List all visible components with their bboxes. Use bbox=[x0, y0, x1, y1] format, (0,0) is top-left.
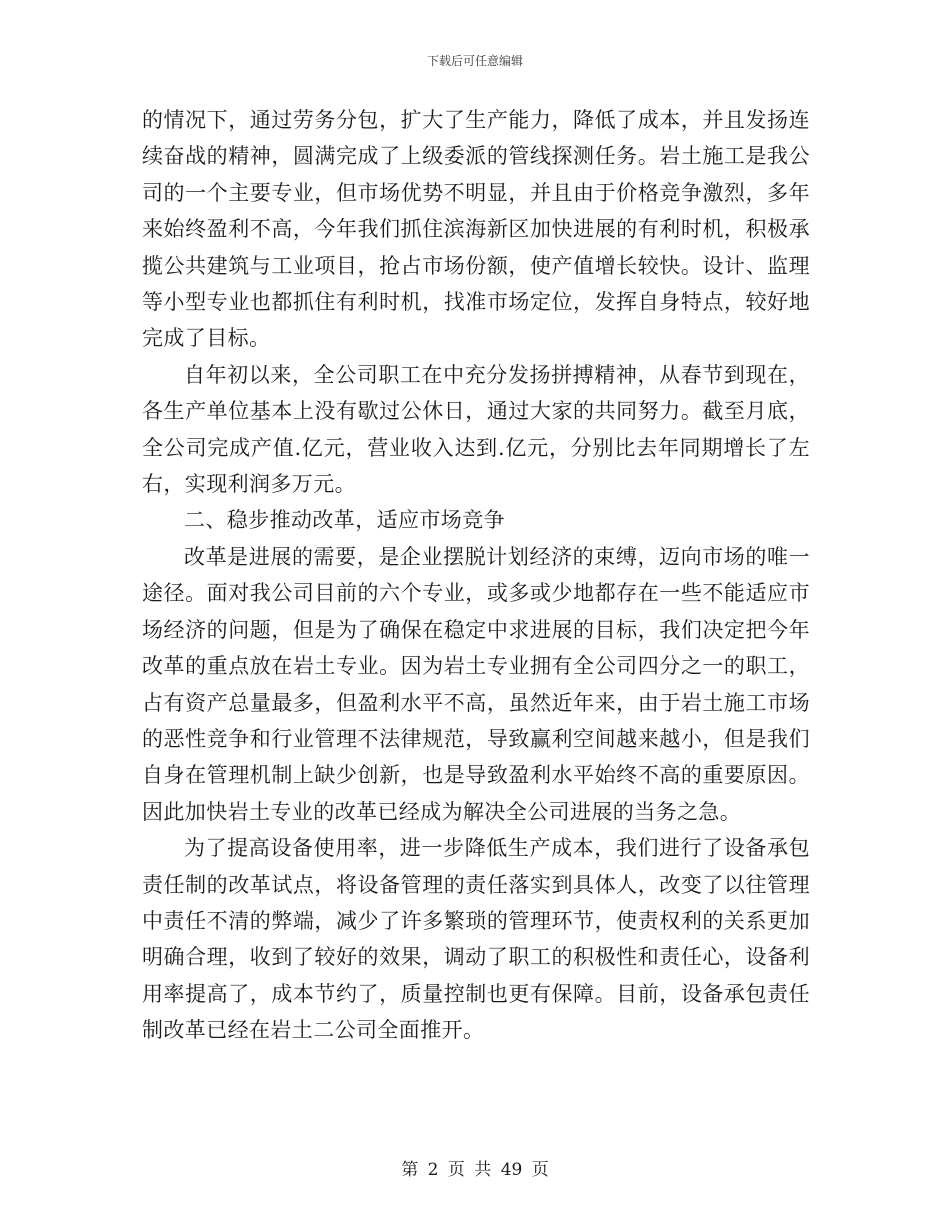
paragraph: 改革是进展的需要，是企业摆脱计划经济的束缚，迈向市场的唯一途径。面对我公司目前的六个专业，或多或少地都存在一些不能适应市场经济的问题，但是为了确保在稳定中求进展的目标，我们决定把今年改革的重点放在岩土专业。因为岩土专业拥有全公司四分之一的职工，占有资产总量最多，但盈利水平不高，虽然近年来，由于岩土施工市场的恶性竞争和行业管理不法律规范，导致赢利空间越来越小，但是我们自身在管理机制上缺少创新，也是导致盈利水平始终不高的重要原因。因此加快岩土专业的改革已经成为解决全公司进展的当务之急。 bbox=[142, 544, 810, 824]
paragraph-continuation: 的情况下，通过劳务分包，扩大了生产能力，降低了成本，并且发扬连续奋战的精神，圆满完成了上级委派的管线探测任务。岩土施工是我公司的一个主要专业，但市场优势不明显，并且由于价格竞争激烈，多年来始终盈利不高，今年我们抓住滨海新区加快进展的有利时机，积极承揽公共建筑与工业项目，抢占市场份额，使产值增长较快。设计、监理等小型专业也都抓住有利时机，找准市场定位，发挥自身特点，较好地完成了目标。 bbox=[142, 108, 810, 351]
section-heading: 二、稳步推动改革，适应市场竞争 bbox=[184, 508, 505, 533]
current-page-number: 2 bbox=[427, 1160, 439, 1180]
footer-prefix: 第 bbox=[401, 1160, 419, 1180]
footer-page-unit: 页 bbox=[447, 1160, 465, 1180]
footer-total-word: 共 bbox=[474, 1160, 492, 1180]
page-number-footer bbox=[0, 1155, 950, 1180]
page-header: 下载后可任意编辑 bbox=[426, 54, 523, 68]
footer-suffix: 页 bbox=[531, 1160, 549, 1180]
paragraph: 为了提高设备使用率，进一步降低生产成本，我们进行了设备承包责任制的改革试点，将设备管理的责任落实到具体人，改变了以往管理中责任不清的弊端，减少了许多繁琐的管理环节，使责权利的关系更加明确合理，收到了较好的效果，调动了职工的积极性和责任心，设备利用率提高了，成本节约了，质量控制也更有保障。目前，设备承包责任制改革已经在岩土二公司全面推开。 bbox=[142, 836, 810, 1043]
total-pages-number: 49 bbox=[500, 1160, 523, 1180]
paragraph: 自年初以来，全公司职工在中充分发扬拼搏精神，从春节到现在，各生产单位基本上没有歇过公休日，通过大家的共同努力。截至月底，全公司完成产值.亿元，营业收入达到.亿元，分别比去年同期增长了左右，实现利润多万元。 bbox=[142, 362, 810, 497]
document-body bbox=[142, 102, 810, 1049]
